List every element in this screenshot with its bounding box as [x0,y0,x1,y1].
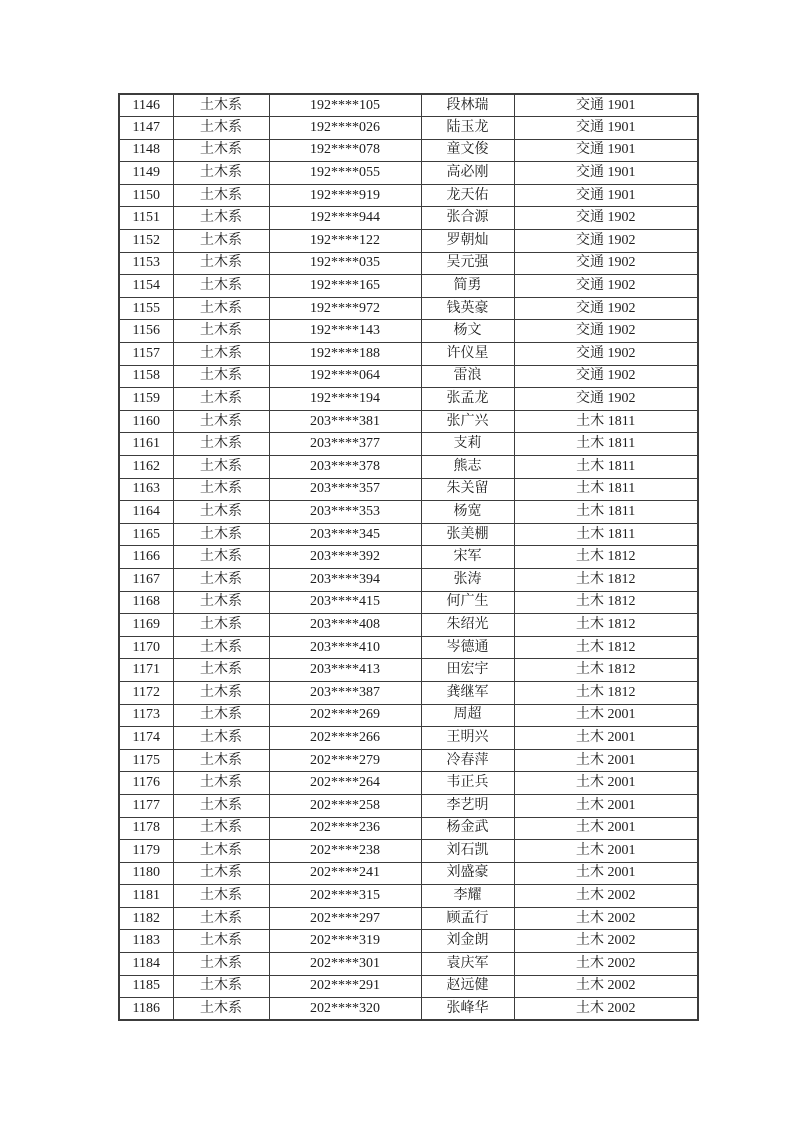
table-row [119,478,698,501]
cell-class: 土木 1811 [514,433,698,456]
cell-class: 土木 2001 [514,794,698,817]
cell-no: 1163 [119,478,173,501]
cell-dept: 土木系 [173,501,269,524]
cell-no: 1173 [119,704,173,727]
cell-no: 1184 [119,953,173,976]
table-row [119,930,698,953]
cell-no: 1160 [119,410,173,433]
cell-no: 1169 [119,614,173,637]
table-row [119,162,698,185]
cell-student-id: 202****266 [269,727,421,750]
cell-no: 1164 [119,501,173,524]
table-row [119,885,698,908]
cell-student-id: 203****345 [269,523,421,546]
cell-class: 土木 2001 [514,704,698,727]
table-row [119,343,698,366]
table-row [119,862,698,885]
cell-name: 朱绍光 [421,614,514,637]
cell-no: 1154 [119,275,173,298]
cell-student-id: 192****143 [269,320,421,343]
table-row [119,410,698,433]
cell-no: 1158 [119,365,173,388]
cell-name: 段林瑞 [421,94,514,117]
cell-name: 吴元强 [421,252,514,275]
cell-dept: 土木系 [173,320,269,343]
cell-name: 周超 [421,704,514,727]
cell-dept: 土木系 [173,252,269,275]
cell-dept: 土木系 [173,568,269,591]
cell-class: 土木 2001 [514,817,698,840]
cell-class: 土木 1812 [514,614,698,637]
cell-student-id: 192****972 [269,297,421,320]
cell-name: 钱英豪 [421,297,514,320]
cell-class: 土木 2002 [514,953,698,976]
cell-student-id: 202****320 [269,998,421,1021]
cell-dept: 土木系 [173,794,269,817]
cell-class: 土木 1811 [514,501,698,524]
cell-name: 张合源 [421,207,514,230]
cell-student-id: 192****188 [269,343,421,366]
cell-student-id: 203****408 [269,614,421,637]
cell-no: 1152 [119,230,173,253]
cell-student-id: 192****919 [269,184,421,207]
cell-dept: 土木系 [173,117,269,140]
cell-dept: 土木系 [173,885,269,908]
cell-class: 交通 1901 [514,184,698,207]
cell-name: 童文俊 [421,139,514,162]
cell-class: 土木 1812 [514,659,698,682]
cell-student-id: 203****378 [269,456,421,479]
cell-name: 陆玉龙 [421,117,514,140]
table-row [119,230,698,253]
cell-name: 冷春萍 [421,749,514,772]
cell-class: 交通 1901 [514,162,698,185]
cell-class: 交通 1902 [514,365,698,388]
cell-student-id: 203****410 [269,636,421,659]
table-row [119,975,698,998]
student-table [118,93,699,1021]
cell-class: 土木 1811 [514,523,698,546]
cell-student-id: 192****026 [269,117,421,140]
table-row [119,614,698,637]
cell-name: 高必刚 [421,162,514,185]
cell-name: 田宏宇 [421,659,514,682]
cell-class: 土木 1812 [514,568,698,591]
cell-no: 1180 [119,862,173,885]
cell-student-id: 203****387 [269,681,421,704]
cell-student-id: 202****238 [269,840,421,863]
table-row [119,433,698,456]
cell-name: 刘石凯 [421,840,514,863]
cell-student-id: 192****064 [269,365,421,388]
cell-student-id: 192****078 [269,139,421,162]
cell-no: 1178 [119,817,173,840]
cell-dept: 土木系 [173,681,269,704]
cell-name: 顾孟行 [421,907,514,930]
cell-student-id: 202****236 [269,817,421,840]
cell-name: 赵远健 [421,975,514,998]
cell-dept: 土木系 [173,478,269,501]
cell-class: 土木 1811 [514,456,698,479]
cell-student-id: 203****381 [269,410,421,433]
table-row [119,727,698,750]
cell-student-id: 202****264 [269,772,421,795]
cell-name: 杨金武 [421,817,514,840]
cell-dept: 土木系 [173,817,269,840]
cell-name: 张美棚 [421,523,514,546]
cell-student-id: 203****413 [269,659,421,682]
cell-class: 土木 1811 [514,478,698,501]
cell-class: 土木 2001 [514,727,698,750]
cell-dept: 土木系 [173,275,269,298]
cell-name: 张广兴 [421,410,514,433]
cell-dept: 土木系 [173,410,269,433]
table-row [119,546,698,569]
cell-no: 1161 [119,433,173,456]
cell-student-id: 192****035 [269,252,421,275]
cell-class: 交通 1902 [514,320,698,343]
table-row [119,704,698,727]
cell-no: 1149 [119,162,173,185]
cell-dept: 土木系 [173,930,269,953]
cell-name: 龙天佑 [421,184,514,207]
cell-dept: 土木系 [173,591,269,614]
cell-student-id: 202****291 [269,975,421,998]
cell-name: 韦正兵 [421,772,514,795]
cell-class: 土木 2001 [514,862,698,885]
cell-no: 1177 [119,794,173,817]
cell-student-id: 202****258 [269,794,421,817]
cell-dept: 土木系 [173,998,269,1021]
table-row [119,953,698,976]
cell-student-id: 192****105 [269,94,421,117]
cell-no: 1157 [119,343,173,366]
table-row [119,207,698,230]
cell-no: 1183 [119,930,173,953]
cell-class: 土木 1812 [514,546,698,569]
cell-class: 土木 1812 [514,681,698,704]
table-row [119,252,698,275]
cell-dept: 土木系 [173,840,269,863]
cell-dept: 土木系 [173,704,269,727]
cell-name: 杨宽 [421,501,514,524]
table-row [119,907,698,930]
cell-dept: 土木系 [173,907,269,930]
cell-no: 1171 [119,659,173,682]
table-body [119,94,698,1020]
table-row [119,388,698,411]
cell-class: 交通 1902 [514,252,698,275]
cell-name: 李耀 [421,885,514,908]
cell-class: 土木 2002 [514,907,698,930]
cell-no: 1150 [119,184,173,207]
cell-name: 龚继军 [421,681,514,704]
cell-class: 交通 1901 [514,139,698,162]
cell-class: 土木 1812 [514,636,698,659]
cell-dept: 土木系 [173,343,269,366]
cell-student-id: 202****301 [269,953,421,976]
cell-no: 1146 [119,94,173,117]
cell-no: 1166 [119,546,173,569]
cell-class: 交通 1902 [514,230,698,253]
cell-no: 1155 [119,297,173,320]
cell-name: 雷浪 [421,365,514,388]
cell-student-id: 202****241 [269,862,421,885]
cell-dept: 土木系 [173,659,269,682]
cell-no: 1186 [119,998,173,1021]
table-row [119,772,698,795]
cell-name: 张孟龙 [421,388,514,411]
table-row [119,275,698,298]
cell-name: 朱关留 [421,478,514,501]
cell-name: 许仪星 [421,343,514,366]
cell-name: 宋军 [421,546,514,569]
table-row [119,94,698,117]
cell-student-id: 202****319 [269,930,421,953]
cell-no: 1165 [119,523,173,546]
cell-dept: 土木系 [173,953,269,976]
table-row [119,659,698,682]
cell-dept: 土木系 [173,523,269,546]
cell-class: 土木 1811 [514,410,698,433]
cell-student-id: 202****297 [269,907,421,930]
cell-dept: 土木系 [173,139,269,162]
cell-no: 1147 [119,117,173,140]
cell-student-id: 203****377 [269,433,421,456]
cell-class: 土木 1812 [514,591,698,614]
cell-class: 土木 2001 [514,840,698,863]
cell-class: 交通 1902 [514,343,698,366]
cell-student-id: 192****055 [269,162,421,185]
cell-student-id: 192****165 [269,275,421,298]
cell-dept: 土木系 [173,749,269,772]
cell-class: 交通 1902 [514,207,698,230]
table-row [119,817,698,840]
cell-name: 支莉 [421,433,514,456]
cell-dept: 土木系 [173,207,269,230]
cell-no: 1182 [119,907,173,930]
cell-class: 交通 1902 [514,275,698,298]
table-row [119,139,698,162]
cell-name: 杨文 [421,320,514,343]
cell-class: 土木 2001 [514,749,698,772]
cell-name: 刘盛豪 [421,862,514,885]
cell-class: 交通 1901 [514,94,698,117]
table-row [119,297,698,320]
cell-dept: 土木系 [173,862,269,885]
cell-student-id: 192****122 [269,230,421,253]
cell-name: 李艺明 [421,794,514,817]
cell-no: 1153 [119,252,173,275]
table-row [119,523,698,546]
cell-student-id: 202****315 [269,885,421,908]
cell-dept: 土木系 [173,365,269,388]
cell-dept: 土木系 [173,456,269,479]
cell-name: 简勇 [421,275,514,298]
cell-student-id: 203****357 [269,478,421,501]
cell-class: 土木 2002 [514,885,698,908]
cell-student-id: 192****194 [269,388,421,411]
table-row [119,636,698,659]
cell-no: 1167 [119,568,173,591]
cell-no: 1172 [119,681,173,704]
cell-name: 王明兴 [421,727,514,750]
cell-dept: 土木系 [173,727,269,750]
cell-student-id: 203****415 [269,591,421,614]
cell-class: 土木 2002 [514,975,698,998]
cell-no: 1185 [119,975,173,998]
cell-no: 1179 [119,840,173,863]
table-row [119,117,698,140]
cell-name: 岑德通 [421,636,514,659]
table-row [119,184,698,207]
cell-dept: 土木系 [173,772,269,795]
cell-dept: 土木系 [173,230,269,253]
cell-dept: 土木系 [173,546,269,569]
cell-class: 土木 2001 [514,772,698,795]
table-row [119,840,698,863]
table-row [119,501,698,524]
table-row [119,749,698,772]
cell-name: 罗朝灿 [421,230,514,253]
cell-name: 张涛 [421,568,514,591]
cell-no: 1151 [119,207,173,230]
table-row [119,998,698,1021]
cell-no: 1159 [119,388,173,411]
cell-student-id: 203****353 [269,501,421,524]
cell-dept: 土木系 [173,388,269,411]
cell-dept: 土木系 [173,636,269,659]
cell-name: 袁庆军 [421,953,514,976]
table-row [119,591,698,614]
table-row [119,320,698,343]
table-row [119,365,698,388]
cell-no: 1168 [119,591,173,614]
cell-name: 刘金朗 [421,930,514,953]
table-row [119,794,698,817]
cell-name: 熊志 [421,456,514,479]
cell-dept: 土木系 [173,184,269,207]
cell-dept: 土木系 [173,94,269,117]
cell-student-id: 192****944 [269,207,421,230]
cell-no: 1156 [119,320,173,343]
cell-student-id: 202****269 [269,704,421,727]
cell-student-id: 203****394 [269,568,421,591]
cell-dept: 土木系 [173,297,269,320]
cell-student-id: 202****279 [269,749,421,772]
cell-no: 1175 [119,749,173,772]
cell-dept: 土木系 [173,433,269,456]
cell-no: 1170 [119,636,173,659]
table-row [119,568,698,591]
cell-class: 土木 2002 [514,930,698,953]
cell-dept: 土木系 [173,975,269,998]
cell-no: 1148 [119,139,173,162]
cell-no: 1162 [119,456,173,479]
table-row [119,456,698,479]
cell-class: 交通 1902 [514,388,698,411]
cell-class: 交通 1901 [514,117,698,140]
cell-no: 1181 [119,885,173,908]
cell-no: 1174 [119,727,173,750]
cell-student-id: 203****392 [269,546,421,569]
cell-class: 交通 1902 [514,297,698,320]
cell-dept: 土木系 [173,162,269,185]
cell-class: 土木 2002 [514,998,698,1021]
cell-dept: 土木系 [173,614,269,637]
cell-name: 何广生 [421,591,514,614]
table-row [119,681,698,704]
cell-name: 张峰华 [421,998,514,1021]
cell-no: 1176 [119,772,173,795]
